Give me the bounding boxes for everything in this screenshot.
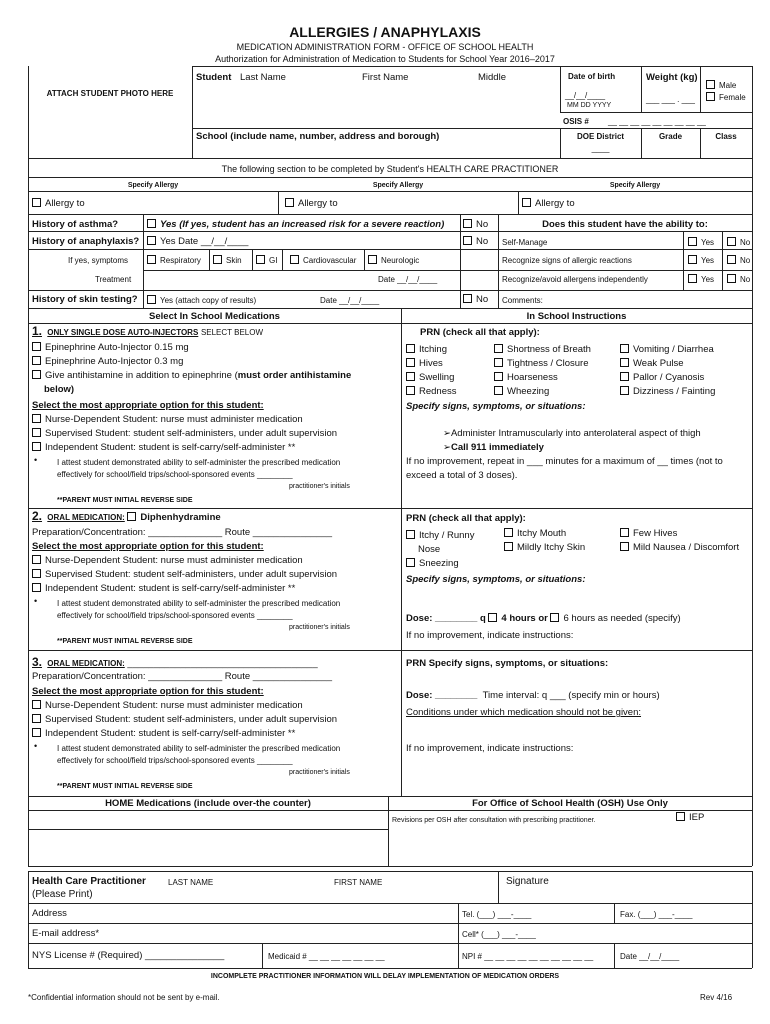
symptoms-label: If yes, symptoms (68, 256, 129, 265)
med1-attest-line1: I attest student demonstrated ability to self-administer the prescribed medication (57, 458, 341, 467)
recognize-avoid-no[interactable]: No (727, 274, 750, 285)
med2-supervised-option[interactable]: Supervised Student: student self-administers, under adult supervision (32, 569, 337, 580)
med2-preparation[interactable]: Preparation/Concentration: ______________ Route _______________ (32, 527, 333, 538)
form-title: ALLERGIES / ANAPHYLAXIS (289, 24, 481, 40)
anaphylaxis-no[interactable]: No (463, 236, 488, 247)
med2-bullet: • (34, 596, 38, 606)
med2-initials-label: practitioner's initials (289, 624, 350, 631)
treatment-label: Treatment (95, 275, 132, 284)
med3-independent-option[interactable]: Independent Student: student is self-carry/self-administer ** (32, 728, 295, 739)
female-option[interactable]: Female (706, 92, 746, 103)
med2-attest-line2[interactable]: effectively for school/field trips/school-sponsored events ________ (57, 611, 293, 620)
epinephrine-015-option[interactable]: Epinephrine Auto-Injector 0.15 mg (32, 342, 189, 353)
asthma-no[interactable]: No (463, 219, 488, 230)
hcp-please-print: (Please Print) (32, 889, 93, 900)
dob-label: Date of birth (568, 72, 616, 81)
anaphylaxis-label: History of anaphylaxis? (32, 236, 140, 247)
dob-input[interactable]: __/__/____ (565, 91, 606, 100)
school-label: School (include name, number, address and borough) (196, 131, 440, 142)
med3-select-heading: Select the most appropriate option for this student: (32, 686, 264, 697)
hcp-banner: The following section to be completed by Student's HEALTH CARE PRACTITIONER (221, 164, 559, 174)
asthma-label: History of asthma? (32, 219, 119, 230)
tel-field[interactable]: Tel. (___) ___-____ (462, 910, 532, 919)
med3-supervised-option[interactable]: Supervised Student: student self-administers, under adult supervision (32, 714, 337, 725)
skin-testing-yes[interactable]: Yes (attach copy of results) (147, 295, 256, 306)
med3-dose-interval[interactable]: Dose: ________ Time interval: q ___ (specify min or hours) (406, 690, 660, 701)
med2-prn: PRN (check all that apply): (406, 513, 526, 524)
male-option[interactable]: Male (706, 80, 736, 91)
last-name-label: Last Name (240, 72, 286, 83)
osh-header: For Office of School Health (OSH) Use Only (472, 798, 668, 809)
med2-sym-few-hives[interactable]: Few Hives (620, 528, 677, 539)
med1-initials-label: practitioner's initials (289, 483, 350, 490)
med1-repeat-2: exceed a total of 3 doses). (406, 470, 518, 481)
specify-allergy-3: Specify Allergy (609, 182, 661, 189)
med3-parent-note: **PARENT MUST INITIAL REVERSE SIDE (57, 783, 193, 790)
symptom-respiratory[interactable]: Respiratory (147, 255, 201, 266)
med1-sym-itching[interactable]: Itching (406, 344, 447, 355)
form-subtitle: MEDICATION ADMINISTRATION FORM - OFFICE OF SCHOOL HEALTH (236, 42, 534, 52)
antihistamine-option-tail: below) (44, 384, 75, 395)
med1-sym-hives[interactable]: Hives (406, 358, 443, 369)
skin-testing-date[interactable]: Date __/__/____ (320, 296, 380, 305)
med1-call-911: ➢Call 911 immediately (443, 442, 544, 453)
med2-select-heading: Select the most appropriate option for this student: (32, 541, 264, 552)
med3-improve[interactable]: If no improvement, indicate instructions: (406, 743, 574, 754)
confidential-note: *Confidential information should not be sent by e-mail. (28, 993, 220, 1002)
iep-option[interactable]: IEP (676, 812, 704, 823)
med3-prn[interactable]: PRN Specify signs, symptoms, or situations: (406, 658, 609, 669)
med2-sym-itchy-skin[interactable]: Mildly Itchy Skin (504, 542, 585, 553)
in-school-meds-header: Select In School Medications (149, 311, 280, 322)
med2-attest-line1: I attest student demonstrated ability to self-administer the prescribed medication (57, 599, 341, 608)
antihistamine-option[interactable]: Give antihistamine in addition to epinephrine (must order antihistamine (32, 370, 351, 381)
treatment-date[interactable]: Date __/__/____ (378, 275, 438, 284)
med2-nurse-option[interactable]: Nurse-Dependent Student: nurse must administer medication (32, 555, 303, 566)
grade-label: Grade (658, 132, 683, 141)
skin-testing-label: History of skin testing? (32, 294, 138, 305)
med1-attest-line2[interactable]: effectively for school/field trips/school-sponsored events ________ (57, 470, 293, 479)
hcp-date-field[interactable]: Date __/__/____ (620, 952, 680, 961)
dob-format: MM DD YYYY (567, 102, 612, 109)
med1-repeat[interactable]: If no improvement, repeat in ___ minutes for a maximum of __ times (not to (406, 456, 723, 467)
student-label: Student (196, 72, 232, 83)
osh-revisions: Revisions per OSH after consultation with prescribing practitioner. (392, 817, 596, 824)
skin-testing-no[interactable]: No (463, 294, 488, 305)
med1-nurse-option[interactable]: Nurse-Dependent Student: nurse must administer medication (32, 414, 303, 425)
ability-header: Does this student have the ability to: (542, 219, 708, 230)
med2-sym-itchy-runny[interactable]: Itchy / Runny (406, 530, 474, 541)
med1-sym-hoarseness[interactable]: Hoarseness (494, 372, 558, 383)
med3-attest-line1: I attest student demonstrated ability to self-administer the prescribed medication (57, 744, 341, 753)
med1-heading: 1. ONLY SINGLE DOSE AUTO-INJECTORS SELECT BELOW (32, 324, 264, 338)
hcp-label: Health Care Practitioner (32, 876, 146, 887)
symptom-neurologic[interactable]: Neurologic (368, 255, 419, 266)
incomplete-warning: INCOMPLETE PRACTITIONER INFORMATION WILL DELAY IMPLEMENTATION OF MEDICATION ORDERS (210, 973, 560, 980)
med1-sym-wheezing[interactable]: Wheezing (494, 386, 549, 397)
allergy-field-3[interactable]: Allergy to (522, 198, 575, 209)
doe-district-input[interactable]: ____ (591, 144, 610, 153)
authorization-line: Authorization for Administration of Medication to Students for School Year 2016–2017 (215, 54, 555, 64)
symptom-gi[interactable]: GI (256, 255, 277, 266)
med2-sym-sneezing[interactable]: Sneezing (406, 558, 459, 569)
weight-input[interactable]: ___ ___ . ___ (646, 95, 695, 104)
class-label: Class (715, 132, 737, 141)
asthma-yes[interactable]: Yes (If yes, student has an increased risk for a severe reaction) (147, 219, 444, 230)
fax-field[interactable]: Fax. (___) ___-____ (620, 910, 693, 919)
med1-administer: ➢Administer Intramuscularly into anterolateral aspect of thigh (443, 428, 701, 439)
osis-label: OSIS # (563, 117, 589, 126)
cell-field[interactable]: Cell* (___) ___-____ (462, 930, 536, 939)
med2-improve[interactable]: If no improvement, indicate instructions: (406, 630, 574, 641)
weight-label: Weight (kg) (646, 72, 698, 83)
recognize-signs-yes[interactable]: Yes (688, 255, 714, 266)
anaphylaxis-yes[interactable]: Yes Date __/__/____ (147, 236, 248, 247)
allergy-field-1[interactable]: Allergy to (32, 198, 85, 209)
med1-sym-swelling[interactable]: Swelling (406, 372, 454, 383)
self-manage-label: Self-Manage (502, 238, 548, 247)
med3-attest-line2[interactable]: effectively for school/field trips/school-sponsored events ________ (57, 756, 293, 765)
med2-sym-nausea[interactable]: Mild Nausea / Discomfort (620, 542, 739, 553)
med3-preparation[interactable]: Preparation/Concentration: ______________ Route _______________ (32, 671, 333, 682)
recognize-avoid-yes[interactable]: Yes (688, 274, 714, 285)
symptom-cardiovascular[interactable]: Cardiovascular (290, 255, 356, 266)
npi-field[interactable]: NPI # __ __ __ __ __ __ __ __ __ __ (462, 952, 594, 961)
med1-sym-pallor[interactable]: Pallor / Cyanosis (620, 372, 704, 383)
male-checkbox[interactable] (706, 80, 715, 89)
self-manage-yes[interactable]: Yes (688, 237, 714, 248)
med1-parent-note: **PARENT MUST INITIAL REVERSE SIDE (57, 497, 193, 504)
med1-independent-option[interactable]: Independent Student: student is self-carry/self-administer ** (32, 442, 295, 453)
med2-parent-note: **PARENT MUST INITIAL REVERSE SIDE (57, 638, 193, 645)
med1-sym-weak-pulse[interactable]: Weak Pulse (620, 358, 684, 369)
med3-heading: 3. ORAL MEDICATION: ____________________________________ (32, 655, 318, 669)
med1-sym-tightness[interactable]: Tightness / Closure (494, 358, 589, 369)
med3-nurse-option[interactable]: Nurse-Dependent Student: nurse must administer medication (32, 700, 303, 711)
hcp-last-name[interactable]: LAST NAME (168, 878, 214, 887)
nys-license-field[interactable]: NYS License # (Required) _______________ (32, 950, 225, 961)
med1-sym-shortness-breath[interactable]: Shortness of Breath (494, 344, 591, 355)
middle-label: Middle (478, 72, 506, 83)
med2-independent-option[interactable]: Independent Student: student is self-carry/self-administer ** (32, 583, 295, 594)
signature-field[interactable]: Signature (506, 876, 549, 887)
recognize-avoid-label: Recognize/avoid allergens independently (502, 275, 648, 284)
specify-allergy-2: Specify Allergy (372, 182, 424, 189)
med1-sym-dizziness[interactable]: Dizziness / Fainting (620, 386, 715, 397)
in-school-instructions-header: In School Instructions (526, 311, 627, 322)
med3-bullet: • (34, 741, 38, 751)
med1-bullet: • (34, 455, 38, 465)
allergy-field-2[interactable]: Allergy to (285, 198, 338, 209)
medicaid-field[interactable]: Medicaid # __ __ __ __ __ __ __ (268, 952, 385, 961)
email-field[interactable]: E-mail address* (32, 928, 100, 939)
diphenhydramine-checkbox[interactable] (127, 512, 136, 521)
med2-sym-itchy-mouth[interactable]: Itchy Mouth (504, 528, 566, 539)
photo-label: ATTACH STUDENT PHOTO HERE (46, 89, 174, 98)
recognize-signs-no[interactable]: No (727, 255, 750, 266)
revision-label: Rev 4/16 (700, 993, 733, 1002)
osis-input[interactable]: __ __ __ __ __ __ __ __ __ (608, 117, 706, 126)
self-manage-no[interactable]: No (727, 237, 750, 248)
doe-district-label: DOE District (576, 132, 625, 141)
med1-supervised-option[interactable]: Supervised Student: student self-administers, under adult supervision (32, 428, 337, 439)
address-field[interactable]: Address (32, 908, 67, 919)
hcp-first-name[interactable]: FIRST NAME (334, 878, 383, 887)
epinephrine-03-option[interactable]: Epinephrine Auto-Injector 0.3 mg (32, 356, 183, 367)
recognize-signs-label: Recognize signs of allergic reactions (502, 256, 632, 265)
symptom-skin[interactable]: Skin (213, 255, 242, 266)
med1-select-heading: Select the most appropriate option for this student: (32, 400, 264, 411)
home-meds-header: HOME Medications (include over-the counter) (105, 798, 311, 809)
med1-prn: PRN (check all that apply): (420, 327, 540, 338)
med1-specify[interactable]: Specify signs, symptoms, or situations: (406, 401, 586, 412)
comments-label[interactable]: Comments: (502, 296, 543, 305)
specify-allergy-1: Specify Allergy (127, 182, 179, 189)
med1-sym-redness[interactable]: Redness (406, 386, 457, 397)
med3-initials-label: practitioner's initials (289, 769, 350, 776)
first-name-label: First Name (362, 72, 409, 83)
female-checkbox[interactable] (706, 92, 715, 101)
med2-specify[interactable]: Specify signs, symptoms, or situations: (406, 574, 586, 585)
med1-sym-vomiting[interactable]: Vomiting / Diarrhea (620, 344, 714, 355)
med2-heading: 2. ORAL MEDICATION: Diphenhydramine (32, 509, 221, 523)
med3-conditions[interactable]: Conditions under which medication should not be given: (406, 707, 642, 718)
med2-sym-nose: Nose (418, 544, 441, 555)
med2-dose[interactable]: Dose: ________ q 4 hours or 6 hours as needed (specify) (406, 613, 681, 624)
